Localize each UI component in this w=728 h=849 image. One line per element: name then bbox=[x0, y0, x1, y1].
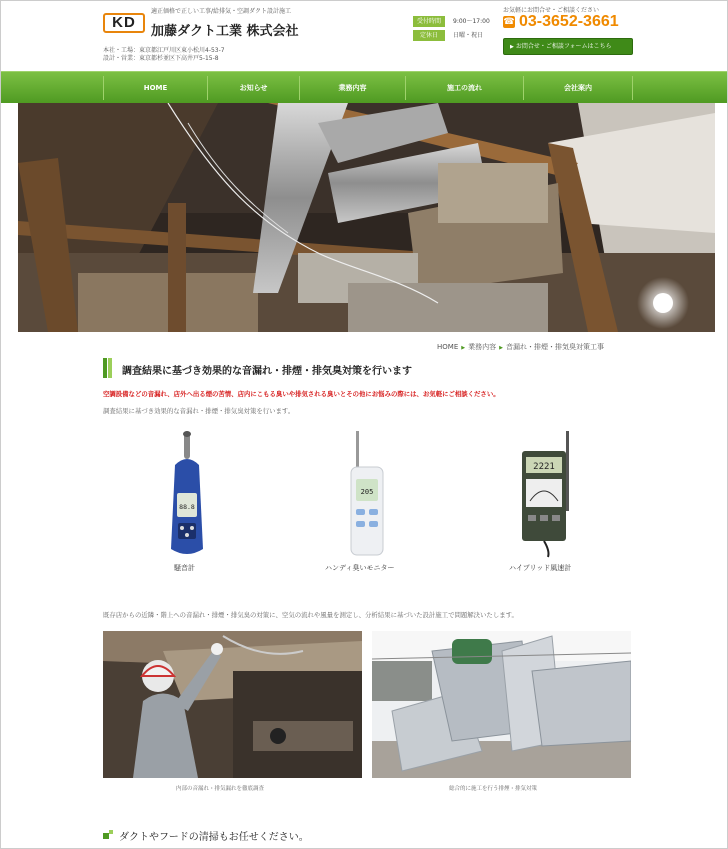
device-label-sound-meter: 騒音計 bbox=[174, 564, 195, 572]
phone-number[interactable]: 03-3652-3661 bbox=[519, 13, 619, 30]
photo-caption-1: 内部の音漏れ・排気漏れを徹底調査 bbox=[176, 786, 265, 792]
description-text-2: 既存店からの近隣・階上への音漏れ・排煙・排気臭の対策に、空気の流れや風量を測定し、分析結果に基づいた設計施工で問題解決いたします。 bbox=[103, 611, 518, 619]
contact-form-button[interactable] bbox=[503, 38, 633, 55]
hero-image bbox=[18, 103, 715, 332]
chevron-right-icon: ▶ bbox=[510, 44, 514, 50]
heading-bar-icon bbox=[103, 358, 113, 378]
nav-news[interactable]: お知らせ bbox=[207, 76, 299, 100]
contact-label: お気軽にお問合せ・ご相談ください bbox=[503, 7, 600, 14]
closed-days-value: 日曜・祝日 bbox=[453, 32, 484, 39]
breadcrumb-current: 音漏れ・排煙・排気臭対策工事 bbox=[505, 343, 604, 351]
chevron-right-icon: ▶ bbox=[499, 345, 503, 351]
address-main: 本社・工場：東京都江戸川区東小松川4-53-7 bbox=[103, 47, 225, 54]
nav-home[interactable]: HOME bbox=[103, 76, 207, 100]
contact-form-label: お問合せ・ご相談フォームはこちら bbox=[515, 43, 612, 50]
nav-process[interactable]: 施工の流れ bbox=[405, 76, 523, 100]
chevron-right-icon: ▶ bbox=[461, 345, 466, 351]
phone-icon: ☎ bbox=[503, 17, 515, 27]
site-tagline: 適正価格で正しい工事/給排気・空調ダクト設計施工 bbox=[151, 8, 292, 15]
breadcrumb-services[interactable]: 業務内容 bbox=[468, 343, 497, 351]
hours-label: 受付時間 bbox=[413, 16, 445, 27]
duct-ceiling-photo bbox=[18, 103, 715, 332]
description-text: 調査結果に基づき効果的な音漏れ・排煙・排気臭対策を行います。 bbox=[103, 407, 295, 415]
company-name[interactable]: 加藤ダクト工業 株式会社 bbox=[151, 24, 299, 39]
anemometer-screen: 2221 bbox=[533, 462, 555, 472]
nav-services[interactable]: 業務内容 bbox=[299, 76, 405, 100]
photo-worker-inspection bbox=[103, 631, 362, 778]
odor-monitor-screen: 205 bbox=[360, 488, 374, 496]
photo-rooftop-duct bbox=[372, 631, 631, 778]
address-design: 設計・営業：東京都杉並区下高井戸5-15-8 bbox=[103, 55, 219, 62]
nav-company[interactable]: 会社案内 bbox=[523, 76, 633, 100]
company-logo[interactable]: KD bbox=[103, 13, 145, 33]
page-heading: 調査結果に基づき効果的な音漏れ・排煙・排気臭対策を行います bbox=[122, 366, 412, 377]
global-nav bbox=[1, 71, 727, 103]
device-label-anemometer: ハイブリッド風速計 bbox=[509, 564, 572, 572]
hours-value: 9:00～17:00 bbox=[453, 18, 490, 25]
sound-meter-screen: 88.8 bbox=[179, 503, 195, 511]
photo-caption-2: 総合的に施工を行う排煙・排気対策 bbox=[449, 786, 538, 792]
breadcrumb-home[interactable]: HOME bbox=[437, 343, 459, 351]
site-header bbox=[1, 1, 727, 71]
subheading-cleaning: ダクトやフードの清掃もお任せください。 bbox=[119, 832, 309, 843]
subheading-square-icon bbox=[103, 830, 113, 840]
notice-text: 空調設備などの音漏れ、店外へ出る煙の苦情、店内にこもる臭いや排気される臭いとその他にお悩みの際には、お気軽にご相談ください。 bbox=[103, 390, 500, 398]
closed-days-label: 定休日 bbox=[413, 30, 445, 41]
odor-monitor-image bbox=[347, 431, 387, 563]
breadcrumb bbox=[437, 342, 604, 352]
sound-level-meter-image bbox=[167, 431, 207, 563]
anemometer-image bbox=[520, 431, 576, 563]
device-label-odor-monitor: ハンディ臭いモニター bbox=[325, 564, 395, 572]
